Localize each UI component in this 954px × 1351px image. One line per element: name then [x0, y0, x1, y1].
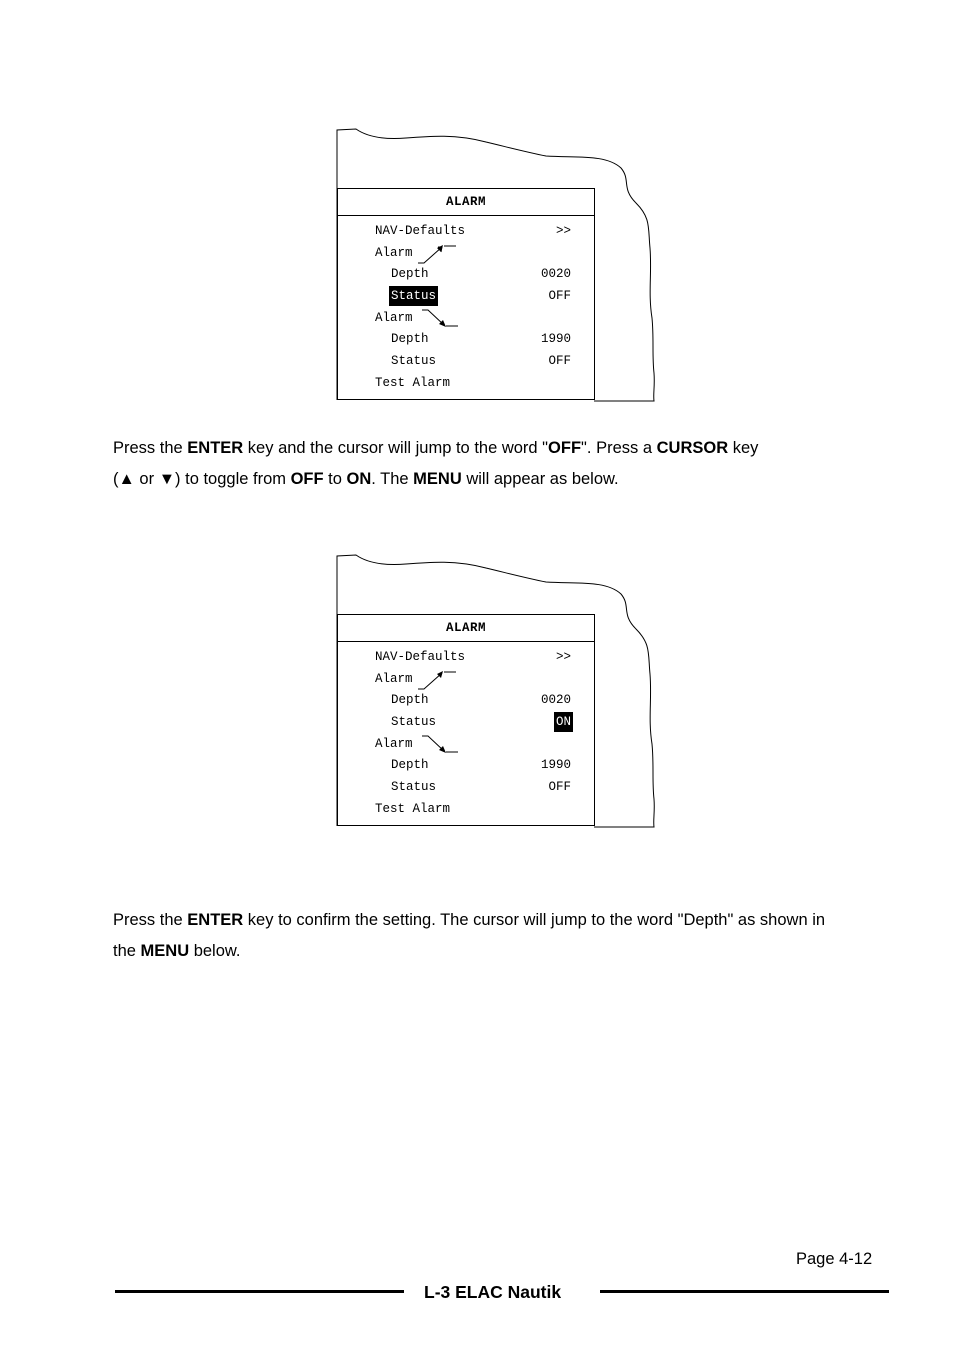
text-line: the MENU below. — [113, 942, 241, 960]
menu-item-nav-defaults[interactable]: NAV-Defaults >> — [375, 650, 571, 664]
falling-arrow-icon — [420, 308, 464, 330]
footer-rule-left — [115, 1290, 404, 1293]
menu-item-status[interactable]: Status OFF — [391, 354, 571, 368]
page-number: Page 4-12 — [796, 1250, 873, 1268]
menu-item-status[interactable]: Status ON — [338, 712, 594, 732]
menu-item-depth[interactable]: Depth 1990 — [391, 758, 571, 772]
footer-brand: L-3 ELAC Nautik — [424, 1282, 562, 1302]
falling-arrow-icon — [420, 734, 464, 756]
menu-item-alarm-high[interactable]: Alarm — [338, 669, 594, 689]
menu-item-test-alarm[interactable]: Test Alarm — [375, 802, 451, 816]
up-triangle-icon: ▲ — [118, 470, 135, 488]
alarm-menu-panel — [337, 188, 595, 400]
menu-title: ALARM — [338, 615, 594, 642]
cursor-highlight: Status — [389, 286, 438, 306]
menu-item-alarm-high[interactable]: Alarm — [338, 243, 594, 263]
text-line: (▲ or ▼) to toggle from OFF to ON. The MENU will appear as below. — [113, 470, 619, 488]
menu-item-alarm-low[interactable]: Alarm — [338, 308, 594, 328]
menu-item-nav-defaults[interactable]: NAV-Defaults >> — [375, 224, 571, 238]
menu-item-status[interactable]: Status OFF — [391, 780, 571, 794]
menu-item-depth[interactable]: Depth 0020 — [391, 693, 571, 707]
down-triangle-icon: ▼ — [158, 470, 176, 488]
menu-item-depth[interactable]: Depth 0020 — [391, 267, 571, 281]
menu-figure-2 — [336, 554, 656, 830]
cursor-highlight: ON — [554, 712, 573, 732]
menu-figure-1 — [336, 128, 656, 404]
menu-title: ALARM — [338, 189, 594, 216]
menu-item-status[interactable]: Status OFF — [338, 286, 594, 306]
instruction-paragraph-2 — [113, 905, 893, 967]
menu-item-test-alarm[interactable]: Test Alarm — [375, 376, 451, 390]
text-line: Press the ENTER key and the cursor will jump to the word "OFF". Press a CURSOR key — [113, 439, 759, 457]
footer-rule-right — [600, 1290, 889, 1293]
rising-arrow-icon — [416, 669, 460, 691]
rising-arrow-icon — [416, 243, 460, 265]
menu-item-alarm-low[interactable]: Alarm — [338, 734, 594, 754]
alarm-menu-panel — [337, 614, 595, 826]
menu-item-depth[interactable]: Depth 1990 — [391, 332, 571, 346]
text-line: Press the ENTER key to confirm the setting. The cursor will jump to the word "Depth" as shown in — [113, 911, 826, 929]
instruction-paragraph-1 — [113, 433, 893, 495]
